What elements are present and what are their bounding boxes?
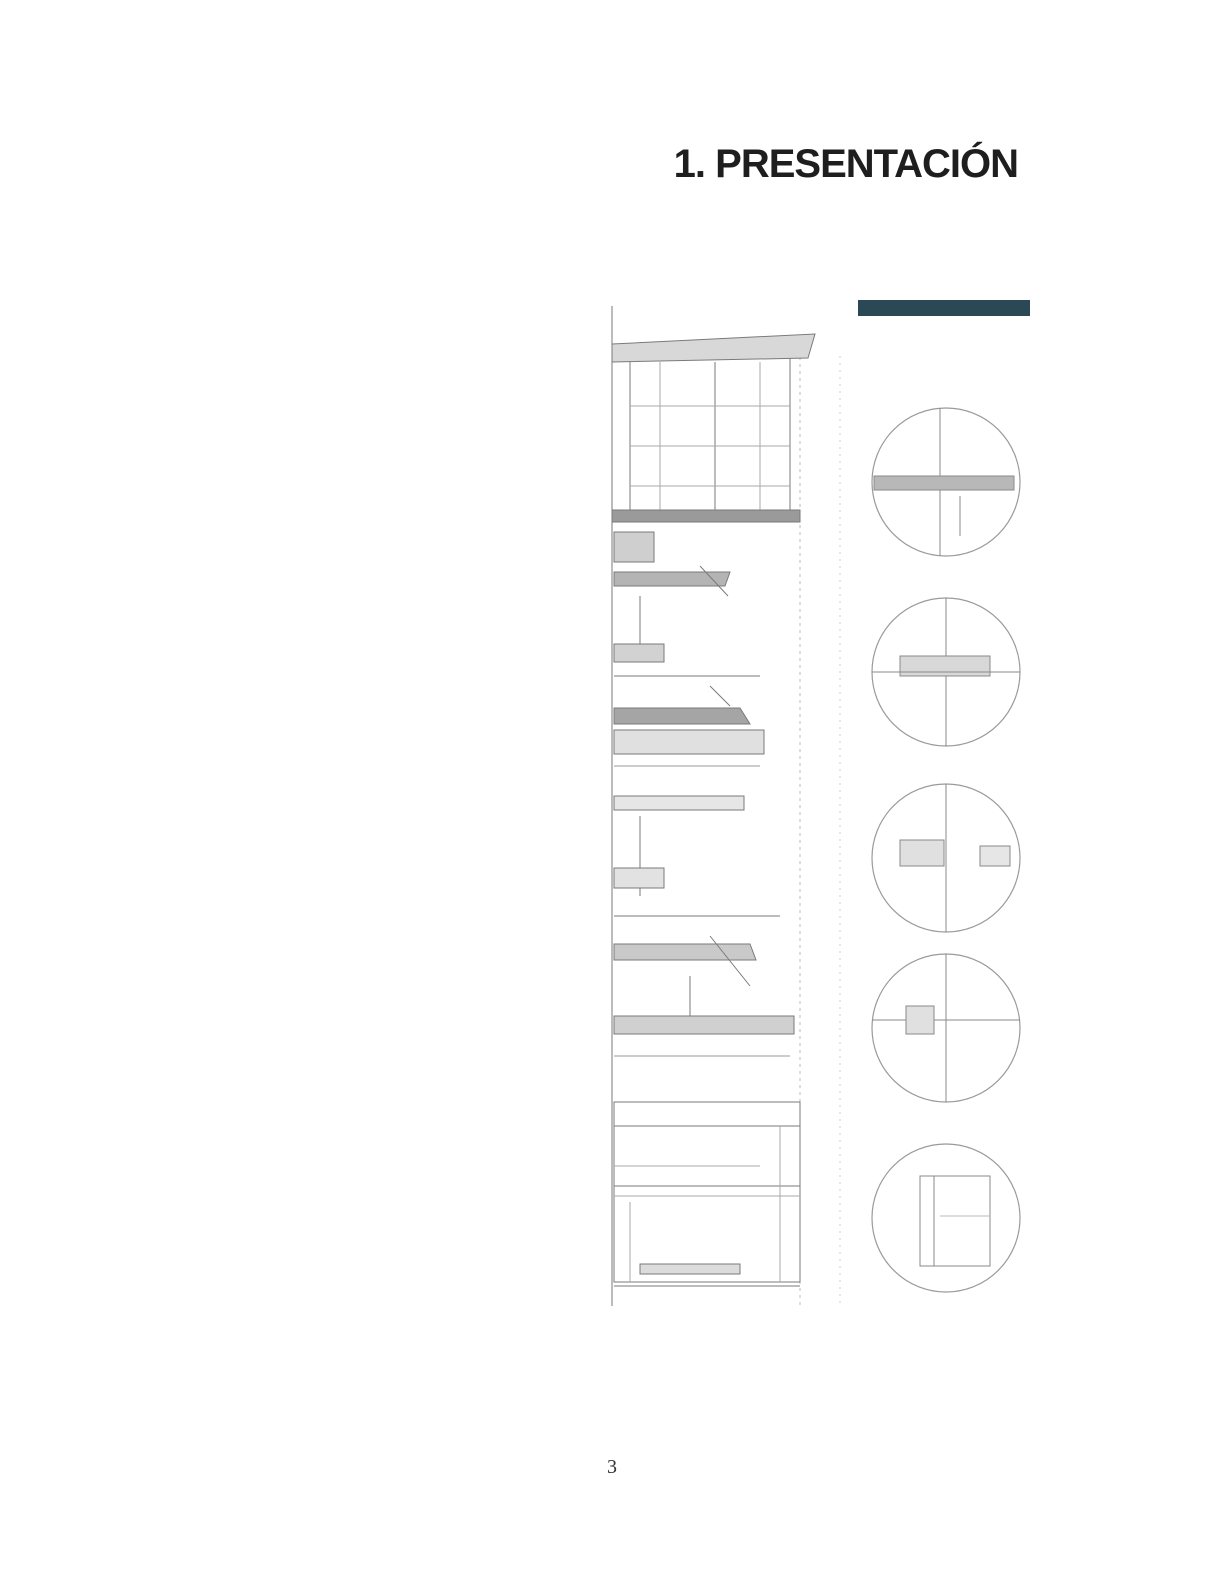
architectural-section-drawing (600, 296, 1040, 1316)
page-title: 1. PRESENTACIÓN (673, 142, 1018, 186)
body-text (143, 322, 587, 332)
page-number: 3 (607, 1456, 617, 1478)
